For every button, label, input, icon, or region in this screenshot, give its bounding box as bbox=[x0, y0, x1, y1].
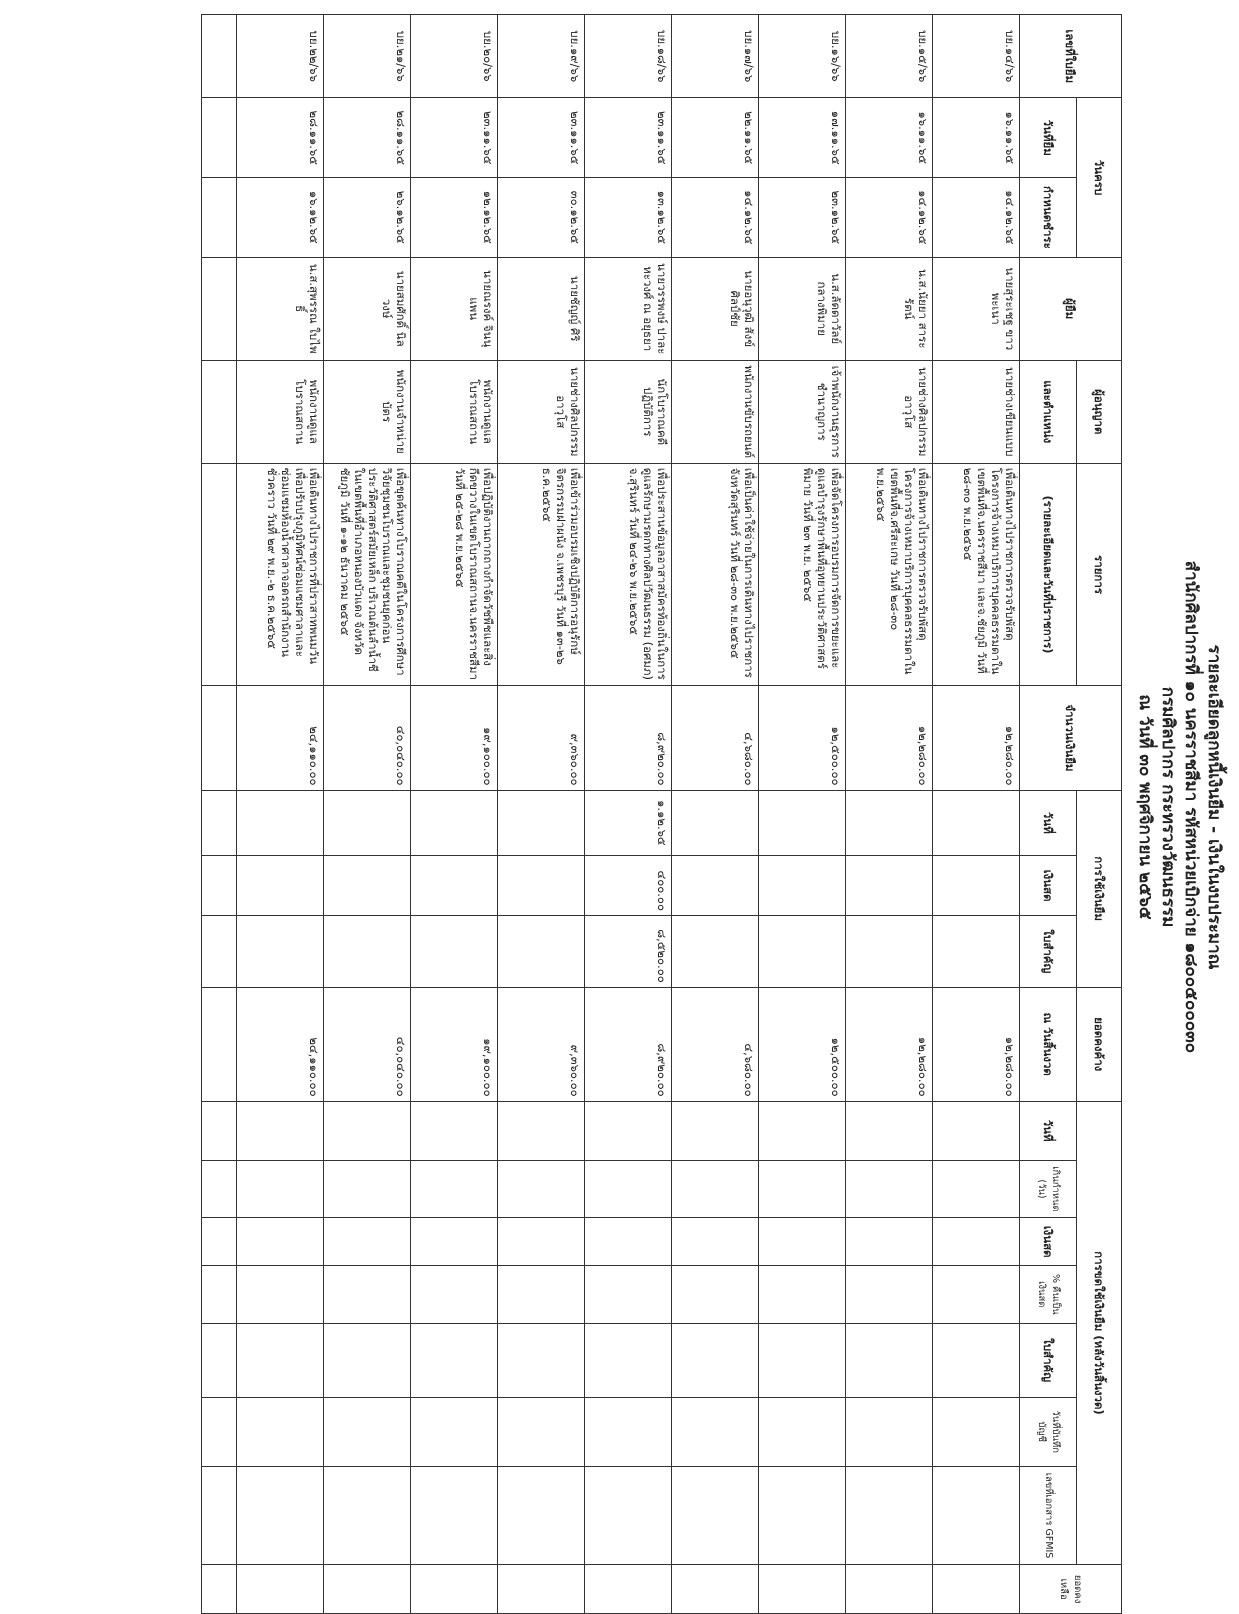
cell-empty bbox=[202, 15, 237, 98]
cell-empty bbox=[846, 1323, 933, 1397]
cell-detail: เพื่อปฏิบัติงานถากถางกำจัดวัชพืชและสิ่งกีดขวางในเขตโบราณสถานจ.นครราชสีมา วันที่ ๒๕-๒๘ พ.ย.๒๕๖๕ bbox=[411, 463, 498, 686]
cell-position: พนักงานขับรถยนต์ bbox=[672, 360, 759, 463]
cell-empty bbox=[672, 1101, 759, 1160]
cell-use-date bbox=[324, 790, 411, 856]
cell-balance: ๑๒,๒๘๐.๐๐ bbox=[933, 987, 1020, 1101]
col-due-group: วันครบ bbox=[1077, 98, 1122, 257]
cell-empty bbox=[846, 1218, 933, 1266]
cell-contract-no: บย.๒๒/๖๖ bbox=[237, 15, 324, 98]
cell-empty bbox=[202, 686, 237, 790]
col-after-cash: เงินสด bbox=[1020, 1218, 1077, 1266]
cell-use-receipt bbox=[759, 915, 846, 987]
cell-empty bbox=[411, 1466, 498, 1565]
cell-borrow-date: ๒๘.๑๑.๖๕ bbox=[237, 98, 324, 178]
cell-borrow-date: ๑๗.๑๑.๖๕ bbox=[759, 98, 846, 178]
cell-use-date bbox=[237, 790, 324, 856]
cell-empty bbox=[202, 987, 237, 1101]
cell-empty bbox=[672, 1565, 759, 1614]
cell-empty bbox=[498, 1218, 585, 1266]
cell-empty bbox=[237, 1397, 324, 1466]
cell-use-cash bbox=[324, 856, 411, 916]
cell-borrower: น.ส.ลัดดาวัลย์ กลางพิมาย bbox=[759, 257, 846, 360]
cell-empty bbox=[202, 1266, 237, 1323]
cell-detail: เพื่อเดินทางไปราชการที่ปราสาทพนมวันเพื่อปรับปรุงภูมิทัศน์ซ่อมแซมศาลาและซ่อมแซมห้องน้ำศาลาจอดรถสำนักงานชั่วคราว วันที่ ๒๙ พ.ย.-๒ ธ.ค.๒๕๖๕ bbox=[237, 463, 324, 686]
table-row bbox=[846, 15, 933, 1614]
col-item-detail: (รายละเอียดและวันที่ปราชการ) bbox=[1020, 463, 1077, 686]
cell-use-receipt bbox=[846, 915, 933, 987]
cell-due-date: ๑๒.๑๒.๖๕ bbox=[411, 178, 498, 258]
cell-empty bbox=[759, 1160, 846, 1218]
cell-empty bbox=[672, 1466, 759, 1565]
cell-empty bbox=[585, 1266, 672, 1323]
cell-use-date bbox=[411, 790, 498, 856]
table-row bbox=[411, 15, 498, 1614]
cell-empty bbox=[498, 1323, 585, 1397]
cell-empty bbox=[202, 856, 237, 916]
cell-due-date: ๑๔.๑๒.๖๕ bbox=[846, 178, 933, 258]
doc-title-line-4: ณ วันที่ ๓๐ พฤศจิกายน ๒๕๖๕ bbox=[1135, 694, 1155, 920]
cell-detail: เพื่อเดินทางไปราชการตรวจรับพัสดุ โครงการจ้างเหมาบริการบุคคลธรรมดาในเขตพื้นที่จ.นครราชสีมา และจ.ชัยภูมิ วันที่ ๒๘-๓๐ พ.ย.๒๕๖๕ bbox=[933, 463, 1020, 686]
cell-contract-no: บย.๒๑/๖๖ bbox=[324, 15, 411, 98]
cell-borrow-date: ๒๓.๑๑.๖๕ bbox=[411, 98, 498, 178]
cell-empty bbox=[672, 1266, 759, 1323]
cell-balance: ๑๙,๑๐๐.๐๐ bbox=[411, 987, 498, 1101]
cell-borrower: นายณรงค์ จินนุแพน bbox=[411, 257, 498, 360]
col-due-date: กำหนดชำระ bbox=[1020, 178, 1077, 258]
cell-contract-no: บย.๑๔/๖๖ bbox=[933, 15, 1020, 98]
cell-detail: เพื่อเข้าร่วมอบรมเชิงปฏิบัติการอนุรักษ์จิตรกรรมฝาผนัง จ.เพชรบุรี วันที่ ๑๓-๒๖ ธ.ค.๒๕๖๕ bbox=[498, 463, 585, 686]
cell-position: พนักงานดูแล โบราณสถาน bbox=[411, 360, 498, 463]
cell-detail: เพื่อเดินทางไปราชการตรวจรับพัสดุ โครงการจ้างเหมาบริการบุคคลธรรมดาในเขตพื้นที่จ.ศรีสะเกษ วันที่ ๒๘-๓๐ พ.ย.๒๕๖๕ bbox=[846, 463, 933, 686]
cell-use-date bbox=[933, 790, 1020, 856]
cell-empty bbox=[759, 1323, 846, 1397]
col-item-group: รายการ bbox=[1077, 463, 1122, 686]
cell-borrower: น.ส.สุพรรณ ใบไพธิ์ bbox=[237, 257, 324, 360]
cell-empty bbox=[202, 1160, 237, 1218]
cell-empty bbox=[759, 1466, 846, 1565]
cell-borrower: นายวรรพงษ์ ปาละหะวงศ์ ณ อยุธยา bbox=[585, 257, 672, 360]
cell-empty bbox=[672, 1160, 759, 1218]
cell-empty bbox=[237, 1101, 324, 1160]
cell-empty bbox=[933, 1218, 1020, 1266]
cell-empty bbox=[202, 98, 237, 178]
cell-empty bbox=[411, 1218, 498, 1266]
cell-empty bbox=[324, 1466, 411, 1565]
cell-empty bbox=[585, 1323, 672, 1397]
cell-due-date: ๒๓.๑๒.๖๕ bbox=[759, 178, 846, 258]
cell-use-receipt bbox=[237, 915, 324, 987]
cell-empty bbox=[324, 1101, 411, 1160]
cell-amount: ๘,๙๒๐.๐๐ bbox=[585, 686, 672, 790]
col-amount: จำนวนเงินยืม bbox=[1020, 686, 1122, 790]
cell-empty bbox=[846, 1266, 933, 1323]
col-after-group: การขดใช้เงินยืม (หลังวันสิ้นงวด) bbox=[1077, 1101, 1122, 1565]
cell-borrow-date: ๒๘.๑๑.๖๕ bbox=[324, 98, 411, 178]
cell-use-date bbox=[759, 790, 846, 856]
table-row bbox=[672, 15, 759, 1614]
cell-empty bbox=[411, 1323, 498, 1397]
cell-empty bbox=[202, 790, 237, 856]
cell-empty bbox=[498, 1565, 585, 1614]
col-use-group: การใช้เงินยืม bbox=[1077, 790, 1122, 987]
cell-empty bbox=[202, 1323, 237, 1397]
col-remaining: ยอดคงเหลือ bbox=[1020, 1565, 1122, 1614]
cell-amount: ๒๔,๑๑๐.๐๐ bbox=[237, 686, 324, 790]
cell-due-date: ๑๓.๑๒.๖๕ bbox=[585, 178, 672, 258]
cell-empty bbox=[759, 1397, 846, 1466]
cell-empty bbox=[933, 1466, 1020, 1565]
cell-empty bbox=[237, 1218, 324, 1266]
cell-amount: ๙,๓๖๐.๐๐ bbox=[498, 686, 585, 790]
cell-use-receipt bbox=[411, 915, 498, 987]
cell-amount: ๔๐,๐๔๐.๐๐ bbox=[324, 686, 411, 790]
cell-empty bbox=[933, 1397, 1020, 1466]
col-use-date: วันที่ bbox=[1020, 790, 1077, 856]
cell-use-receipt bbox=[933, 915, 1020, 987]
cell-use-cash bbox=[672, 856, 759, 916]
cell-empty bbox=[846, 1565, 933, 1614]
col-position: และตำแหน่ง bbox=[1020, 360, 1077, 463]
cell-empty bbox=[933, 1323, 1020, 1397]
table-row-empty bbox=[202, 15, 237, 1614]
col-balance-group: ยอดคงค้าง bbox=[1077, 987, 1122, 1101]
cell-detail: เพื่อขุดค้นทางโบราณคดีในโครงการศึกษาวิจัยชุมชนโบราณและชุมชนยุคก่อนประวัติศาสตร์สมัยเหล็ก บริเวณต้นลำน้ำชี ในเขตพื้นที่อำเภอหนองบัวแดง จังหวัดชัยภูมิ วันที่ ๑-๑๒ ธันวาคม ๒๕๖๕ bbox=[324, 463, 411, 686]
cell-use-date bbox=[672, 790, 759, 856]
cell-empty bbox=[324, 1323, 411, 1397]
cell-empty bbox=[202, 178, 237, 258]
col-contract-no: เลขที่ใบยืม bbox=[1020, 15, 1122, 98]
cell-borrower: น.ส.นัยยา สาระรัตน์ bbox=[846, 257, 933, 360]
doc-title-line-3: กรมศิลปากร กระทรวงวัฒนธรรม bbox=[1158, 686, 1178, 928]
cell-empty bbox=[411, 1160, 498, 1218]
cell-empty bbox=[202, 915, 237, 987]
cell-empty bbox=[324, 1565, 411, 1614]
cell-position: นายช่างเขียนแบบ bbox=[933, 360, 1020, 463]
cell-empty bbox=[933, 1101, 1020, 1160]
cell-borrow-date: ๒๓.๑๑.๖๕ bbox=[585, 98, 672, 178]
cell-empty bbox=[846, 1466, 933, 1565]
doc-title-line-1: รายละเอียดลูกหนี้เงินยืม - เงินในงบประมาณ bbox=[1204, 644, 1224, 970]
cell-empty bbox=[202, 1397, 237, 1466]
cell-balance: ๘,๙๒๐.๐๐ bbox=[585, 987, 672, 1101]
debtor-table bbox=[201, 14, 1122, 1614]
col-borrower: ผู้ยืม bbox=[1020, 257, 1122, 360]
cell-contract-no: บย.๑๘/๖๖ bbox=[585, 15, 672, 98]
cell-empty bbox=[846, 1397, 933, 1466]
cell-empty bbox=[237, 1565, 324, 1614]
cell-empty bbox=[202, 360, 237, 463]
col-overdue-days: เกินกำหนด (วัน) bbox=[1020, 1160, 1077, 1218]
cell-empty bbox=[324, 1160, 411, 1218]
cell-borrower: นายชัญญ์ ศิริ bbox=[498, 257, 585, 360]
cell-due-date: ๓๐.๑๒.๖๕ bbox=[498, 178, 585, 258]
table-body bbox=[202, 15, 1020, 1614]
debtor-table-wrapper bbox=[201, 14, 1122, 1614]
col-record-date: วันที่บันทึกบัญชี bbox=[1020, 1397, 1077, 1466]
cell-empty bbox=[237, 1266, 324, 1323]
table-row bbox=[585, 15, 672, 1614]
cell-empty bbox=[498, 1397, 585, 1466]
cell-empty bbox=[585, 1101, 672, 1160]
cell-empty bbox=[202, 257, 237, 360]
cell-contract-no: บย.๑๗/๖๖ bbox=[672, 15, 759, 98]
cell-empty bbox=[759, 1266, 846, 1323]
cell-empty bbox=[324, 1397, 411, 1466]
cell-empty bbox=[202, 463, 237, 686]
cell-empty bbox=[846, 1160, 933, 1218]
cell-detail: เพื่อจัดโครงการอบรมการจัดการขยะและดูแลบำรุงรักษาพื้นที่อุทยานประวัติศาสตร์พิมาย วันที่ ๒๓ พ.ย. ๒๕๖๕ bbox=[759, 463, 846, 686]
cell-empty bbox=[237, 1323, 324, 1397]
cell-detail: เพื่อเป็นค่าใช้จ่ายในการเดินทางไปราชการ จังหวัดสุรินทร์ วันที่ ๒๘-๓๐ พ.ย.๒๕๖๕ bbox=[672, 463, 759, 686]
cell-balance: ๑๒,๕๐๐.๐๐ bbox=[759, 987, 846, 1101]
col-balance-sub: ณ วันสิ้นงวด bbox=[1020, 987, 1077, 1101]
cell-due-date: ๒๖.๑๒.๖๕ bbox=[324, 178, 411, 258]
cell-borrow-date: ๑๖.๑๑.๖๕ bbox=[933, 98, 1020, 178]
cell-empty bbox=[498, 1266, 585, 1323]
cell-use-cash: ๔๐๐.๐๐ bbox=[585, 856, 672, 916]
cell-empty bbox=[237, 1466, 324, 1565]
cell-empty bbox=[933, 1565, 1020, 1614]
cell-borrow-date: ๒๓.๑๑.๖๕ bbox=[498, 98, 585, 178]
cell-position: นายช่างศิลปกรรม อาวุโส bbox=[498, 360, 585, 463]
cell-use-cash bbox=[237, 856, 324, 916]
cell-contract-no: บย.๑๖/๖๖ bbox=[759, 15, 846, 98]
cell-use-cash bbox=[933, 856, 1020, 916]
cell-empty bbox=[411, 1565, 498, 1614]
cell-empty bbox=[324, 1218, 411, 1266]
cell-use-receipt bbox=[672, 915, 759, 987]
cell-amount: ๑๙,๑๐๐.๐๐ bbox=[411, 686, 498, 790]
cell-empty bbox=[672, 1218, 759, 1266]
cell-empty bbox=[202, 1565, 237, 1614]
cell-use-date bbox=[846, 790, 933, 856]
cell-balance: ๔๐,๐๔๐.๐๐ bbox=[324, 987, 411, 1101]
cell-balance: ๙,๓๖๐.๐๐ bbox=[498, 987, 585, 1101]
cell-empty bbox=[498, 1101, 585, 1160]
cell-use-cash bbox=[759, 856, 846, 916]
cell-empty bbox=[411, 1397, 498, 1466]
cell-position: พนักงานดูแล โบราณสถาน bbox=[237, 360, 324, 463]
cell-use-cash bbox=[411, 856, 498, 916]
cell-due-date: ๑๔.๑๒.๖๕ bbox=[933, 178, 1020, 258]
cell-use-receipt bbox=[324, 915, 411, 987]
cell-use-cash bbox=[498, 856, 585, 916]
col-after-receipt: ใบสำคัญ bbox=[1020, 1323, 1077, 1397]
cell-empty bbox=[411, 1266, 498, 1323]
table-row bbox=[324, 15, 411, 1614]
cell-use-date: ๑.๑๒.๖๕ bbox=[585, 790, 672, 856]
cell-empty bbox=[759, 1218, 846, 1266]
col-approver-group: ผู้อนุญาต bbox=[1077, 360, 1122, 463]
cell-empty bbox=[202, 1466, 237, 1565]
col-gfmis-no: เลขที่เอกสาร GFMIS bbox=[1020, 1466, 1077, 1565]
cell-empty bbox=[585, 1160, 672, 1218]
cell-empty bbox=[498, 1160, 585, 1218]
cell-amount: ๑๒,๒๘๐.๐๐ bbox=[846, 686, 933, 790]
col-fine-percent: % คืนเป็นเงินสด bbox=[1020, 1266, 1077, 1323]
table-row bbox=[759, 15, 846, 1614]
cell-balance: ๑๒,๒๘๐.๐๐ bbox=[846, 987, 933, 1101]
cell-empty bbox=[585, 1565, 672, 1614]
cell-empty bbox=[759, 1565, 846, 1614]
cell-borrow-date: ๒๒.๑๑.๖๕ bbox=[672, 98, 759, 178]
cell-due-date: ๑๔.๑๒.๖๕ bbox=[672, 178, 759, 258]
cell-empty bbox=[672, 1323, 759, 1397]
cell-contract-no: บย.๑๙/๖๖ bbox=[498, 15, 585, 98]
cell-contract-no: บย.๒๐/๖๖ bbox=[411, 15, 498, 98]
cell-empty bbox=[498, 1466, 585, 1565]
cell-position: พนักงานจำหน่าย บัตร bbox=[324, 360, 411, 463]
cell-amount: ๑๒,๒๘๐.๐๐ bbox=[933, 686, 1020, 790]
cell-borrower: นายสมศักดิ์ นิลวงษ์ bbox=[324, 257, 411, 360]
cell-empty bbox=[933, 1266, 1020, 1323]
table-row bbox=[498, 15, 585, 1614]
cell-empty bbox=[672, 1397, 759, 1466]
cell-amount: ๔,๖๘๐.๐๐ bbox=[672, 686, 759, 790]
cell-empty bbox=[324, 1266, 411, 1323]
cell-empty bbox=[202, 1218, 237, 1266]
cell-empty bbox=[759, 1101, 846, 1160]
cell-position: นักโบราณคดี ปฏิบัติการ bbox=[585, 360, 672, 463]
cell-position: นายช่างศิลปกรรม อาวุโส bbox=[846, 360, 933, 463]
cell-use-cash bbox=[846, 856, 933, 916]
cell-balance: ๒๔,๑๑๐.๐๐ bbox=[237, 987, 324, 1101]
cell-empty bbox=[846, 1101, 933, 1160]
cell-empty bbox=[585, 1218, 672, 1266]
cell-use-date bbox=[498, 790, 585, 856]
cell-empty bbox=[585, 1466, 672, 1565]
cell-contract-no: บย.๑๕/๖๖ bbox=[846, 15, 933, 98]
table-row bbox=[933, 15, 1020, 1614]
cell-amount: ๑๒,๕๐๐.๐๐ bbox=[759, 686, 846, 790]
col-use-receipt: ใบสำคัญ bbox=[1020, 915, 1077, 987]
cell-balance: ๔,๖๘๐.๐๐ bbox=[672, 987, 759, 1101]
cell-detail: เพื่อประสานข้อมูลอาสาสมัครท้องถิ่นในการดูแลรักษามรดกทางศิลปวัฒนธรรม (อศมภ) จ.สุรินทร์ วันที่ ๒๔-๒๖ พ.ย.๒๕๖๕ bbox=[585, 463, 672, 686]
cell-empty bbox=[237, 1160, 324, 1218]
doc-title-line-2: สำนักศิลปากรที่ ๑๐ นครราชสีมา รหัสหน่วยเบิกจ่าย ๑๘๐๐๕๐๐๐๓๐ bbox=[1181, 560, 1201, 1054]
cell-empty bbox=[202, 1101, 237, 1160]
col-borrow-date: วันที่ยืม bbox=[1020, 98, 1077, 178]
cell-borrow-date: ๑๖.๑๑.๖๕ bbox=[846, 98, 933, 178]
cell-borrower: นายสุระเชฐ ขาวพะเนา bbox=[933, 257, 1020, 360]
cell-borrower: นายอนุวุฒิ สังข์ศิลป์ชัย bbox=[672, 257, 759, 360]
col-after-date: วันที่ bbox=[1020, 1101, 1077, 1160]
cell-due-date: ๑๖.๑๒.๖๕ bbox=[237, 178, 324, 258]
cell-empty bbox=[585, 1397, 672, 1466]
col-use-cash: เงินสด bbox=[1020, 856, 1077, 916]
cell-empty bbox=[411, 1101, 498, 1160]
table-row bbox=[237, 15, 324, 1614]
cell-use-receipt bbox=[498, 915, 585, 987]
cell-position: เจ้าพนักงานธุรการ ชำนาญการ bbox=[759, 360, 846, 463]
cell-use-receipt: ๘,๕๒๐.๐๐ bbox=[585, 915, 672, 987]
cell-empty bbox=[933, 1160, 1020, 1218]
